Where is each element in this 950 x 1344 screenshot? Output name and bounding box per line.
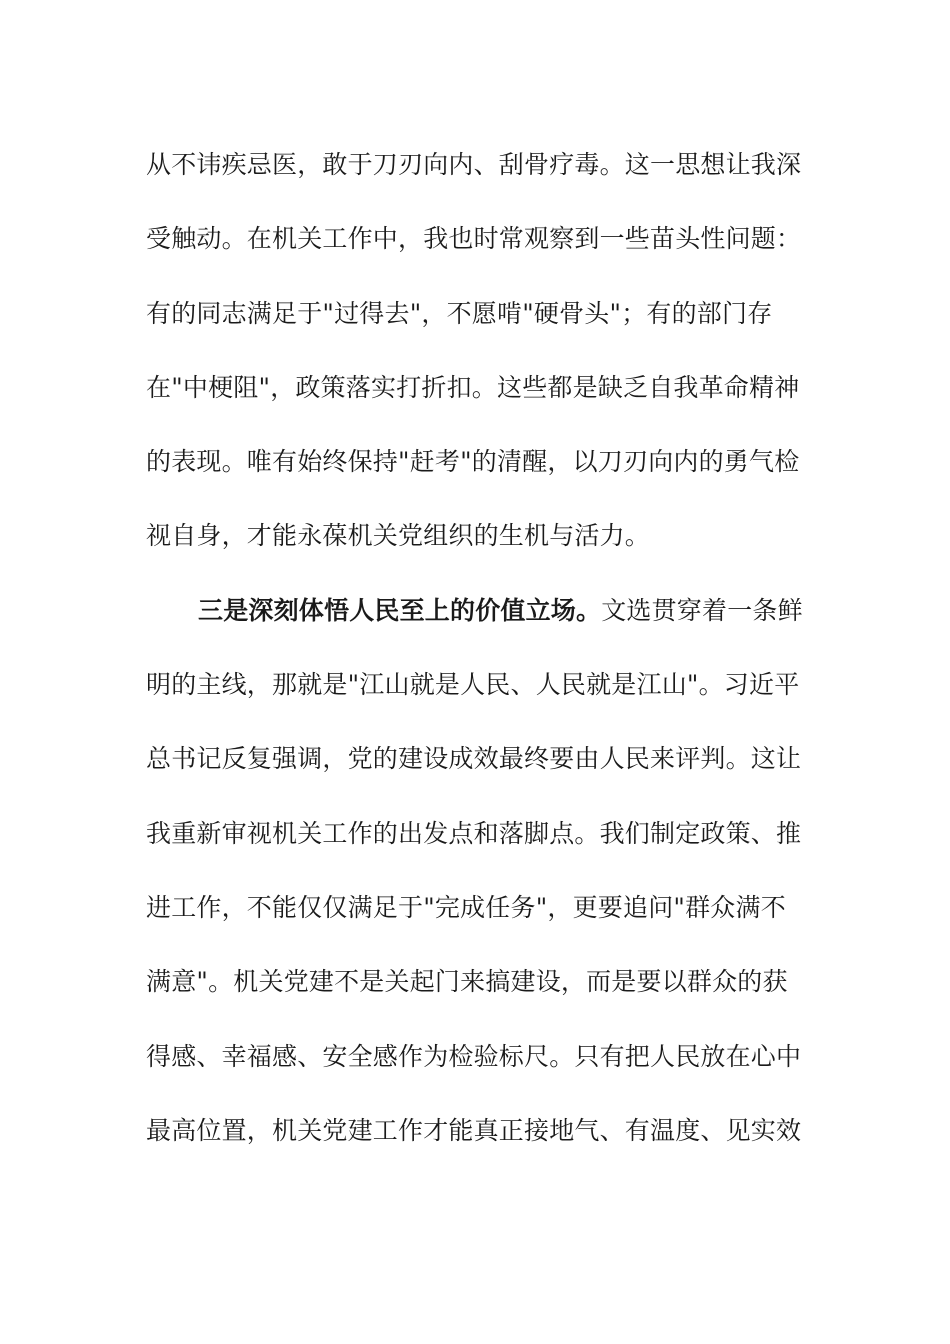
paragraph-self-revolution	[146, 128, 810, 574]
text-line: 满意"。机关党建不是关起门来搞建设，而是要以群众的获	[146, 967, 788, 997]
text-line: 视自身，才能永葆机关党组织的生机与活力。	[146, 521, 651, 551]
text-line: 在"中梗阻"，政策落实打折扣。这些都是缺乏自我革命精神	[146, 372, 800, 402]
text-line: 的表现。唯有始终保持"赶考"的清醒，以刀刃向内的勇气检	[146, 447, 800, 477]
paragraph-first-line	[146, 574, 810, 648]
text-run: 文选贯穿着一条鲜	[601, 595, 803, 625]
paragraph-heading: 三是深刻体悟人民至上的价值立场。	[198, 595, 602, 625]
text-line: 总书记反复强调，党的建设成效最终要由人民来评判。这让	[146, 744, 802, 774]
text-line: 进工作，不能仅仅满足于"完成任务"，更要追问"群众满不	[146, 892, 786, 922]
text-line: 从不讳疾忌医，敢于刀刃向内、刮骨疗毒。这一思想让我深	[146, 150, 802, 179]
paragraph-people-first	[146, 574, 810, 1168]
document-body	[146, 128, 810, 1168]
text-line: 最高位置，机关党建工作才能真正接地气、有温度、见实效	[146, 1115, 802, 1145]
text-line: 有的同志满足于"过得去"，不愿啃"硬骨头"；有的部门存	[146, 298, 773, 328]
text-line: 我重新审视机关工作的出发点和落脚点。我们制定政策、推	[146, 818, 802, 848]
text-line: 受触动。在机关工作中，我也时常观察到一些苗头性问题：	[146, 224, 802, 254]
text-line: 明的主线，那就是"江山就是人民、人民就是江山"。习近平	[146, 670, 800, 700]
text-line: 得感、幸福感、安全感作为检验标尺。只有把人民放在心中	[146, 1041, 802, 1071]
